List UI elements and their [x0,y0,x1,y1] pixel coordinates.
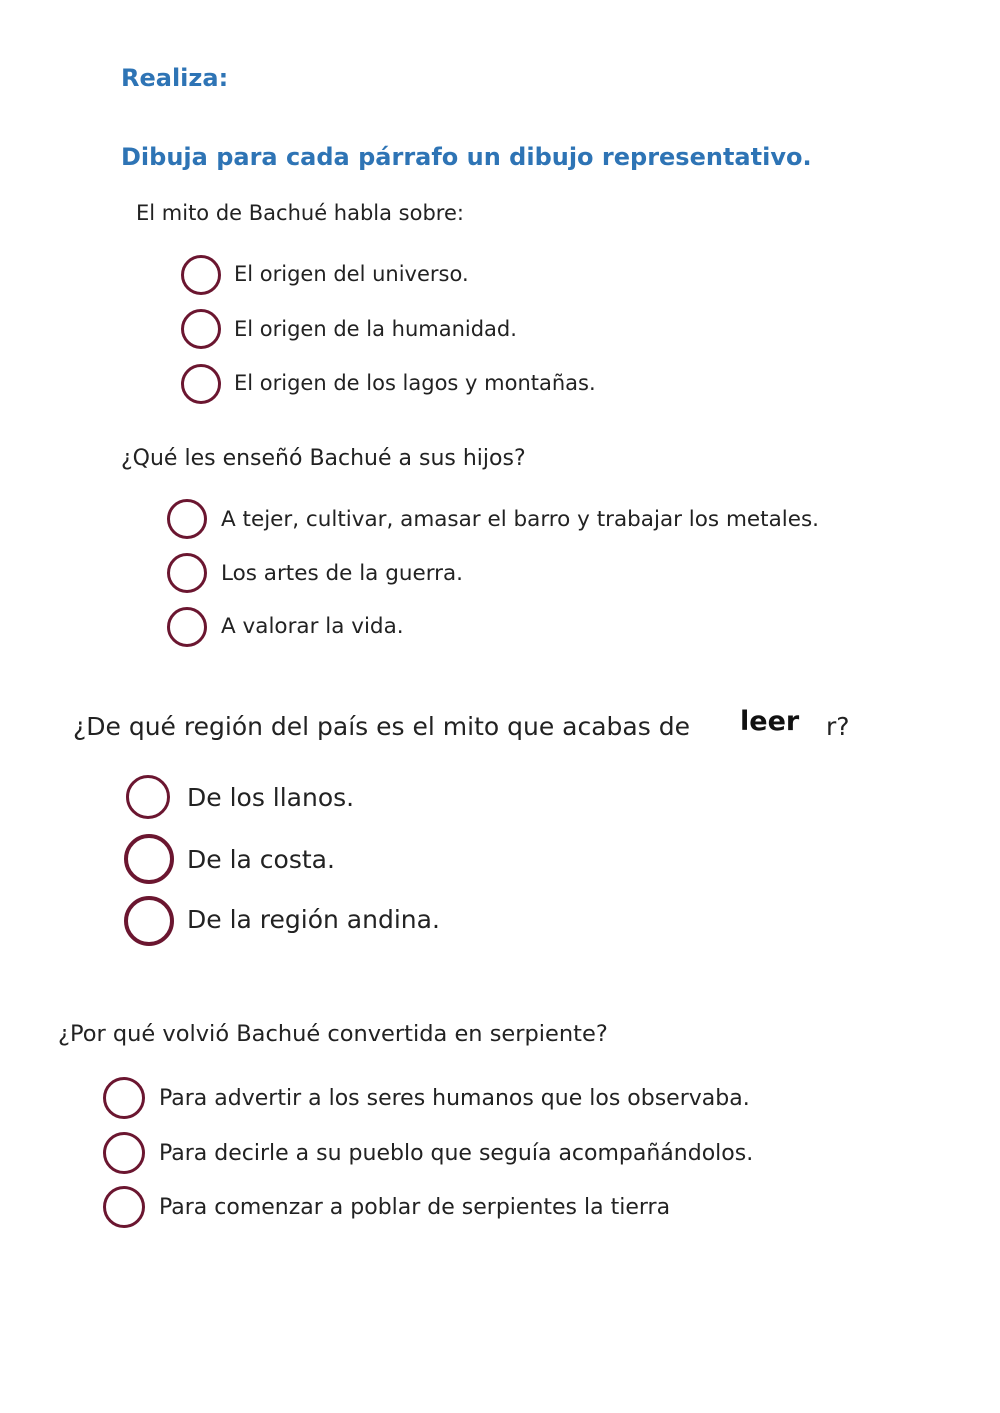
radio-circle-q4-a[interactable] [103,1077,145,1119]
question-3-suffix: r? [826,712,850,741]
page-heading: Realiza: [121,64,229,92]
radio-circle-q4-b[interactable] [103,1132,145,1174]
radio-circle-q2-b[interactable] [167,553,207,593]
radio-circle-q3-b[interactable] [124,834,174,884]
radio-circle-q1-c[interactable] [181,364,221,404]
option-q4-b: Para decirle a su pueblo que seguía acompañándolos. [159,1141,754,1166]
option-q2-c: A valorar la vida. [221,614,404,639]
radio-circle-q1-b[interactable] [181,309,221,349]
option-q3-b: De la costa. [187,845,335,874]
option-q1-b: El origen de la humanidad. [234,317,517,341]
instruction-text: Dibuja para cada párrafo un dibujo representativo. [121,143,812,171]
radio-circle-q4-c[interactable] [103,1186,145,1228]
radio-circle-q1-a[interactable] [181,255,221,295]
radio-circle-q3-a[interactable] [126,775,170,819]
radio-circle-q3-c[interactable] [124,896,174,946]
radio-circle-q2-c[interactable] [167,607,207,647]
question-2-text: ¿Qué les enseñó Bachué a sus hijos? [121,446,526,471]
option-q1-a: El origen del universo. [234,262,469,286]
option-q2-a: A tejer, cultivar, amasar el barro y trabajar los metales. [221,507,819,532]
question-1-text: El mito de Bachué habla sobre: [136,201,464,225]
option-q3-a: De los llanos. [187,783,355,812]
option-q3-c: De la región andina. [187,905,440,934]
option-q2-b: Los artes de la guerra. [221,561,464,586]
option-q1-c: El origen de los lagos y montañas. [234,371,596,395]
radio-circle-q2-a[interactable] [167,499,207,539]
question-3-overlay-word: leer [740,706,800,737]
option-q4-c: Para comenzar a poblar de serpientes la tierra [159,1195,671,1220]
question-4-text: ¿Por qué volvió Bachué convertida en serpiente? [58,1021,608,1047]
option-q4-a: Para advertir a los seres humanos que los observaba. [159,1086,750,1111]
question-3-text: ¿De qué región del país es el mito que acabas de [73,712,690,741]
